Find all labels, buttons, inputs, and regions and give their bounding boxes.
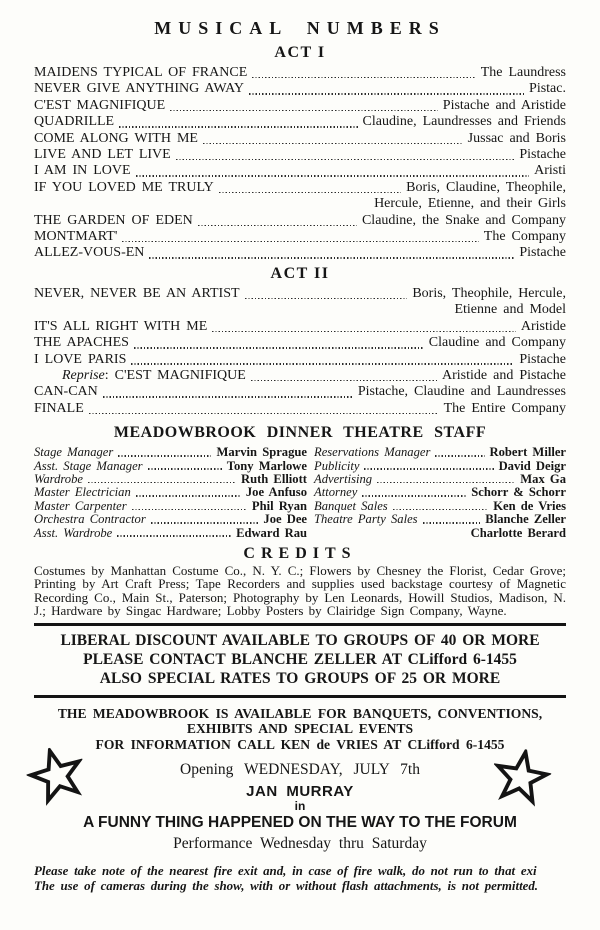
fire-exit-notice (34, 864, 566, 893)
song-row (34, 213, 566, 229)
song-row (34, 229, 566, 245)
dotted-leader (176, 147, 515, 163)
dotted-leader (170, 98, 438, 114)
banquet-line-1: THE MEADOWBROOK IS AVAILABLE FOR BANQUETS, CONVENTIONS, (57, 705, 543, 721)
staff-role: Theatre Party Sales (314, 512, 418, 527)
credits-paragraph: Costumes by Manhattan Costume Co., N. Y. C.; Flowers by Chesney the Florist, Cedar Grove; Printing by Art Craft Press; Tape Recorders and supplies used backstage courtesy of Magnetic Recording Co., Main St., Paterson; Photography by Len Leonards, Howill Studios, Madison, N. J.; Hardware by Singac Hardware; Lobby Posters by Clairidge Sign Company, Wayne. (34, 562, 566, 618)
staff-role: Stage Manager (34, 445, 114, 460)
song-title: CAN-CAN (34, 384, 98, 400)
song-row (34, 163, 566, 179)
banquet-line-3: FOR INFORMATION CALL KEN de VRIES AT CLifford 6-1455 (95, 736, 505, 752)
song-performer: Boris, Claudine, Theophile, (406, 179, 566, 195)
staff-role: Asst. Stage Manager (34, 458, 143, 473)
staff-column-right (314, 446, 566, 540)
staff-list (34, 446, 566, 540)
act1-heading: ACT I (274, 44, 326, 61)
dotted-leader (364, 460, 493, 473)
song-performer: Pistache (519, 351, 566, 367)
staff-role: Orchestra Contractor (34, 512, 146, 527)
banquet-line-2: EXHIBITS AND SPECIAL EVENTS (186, 721, 414, 737)
song-row (34, 65, 566, 81)
staff-row (34, 446, 307, 459)
staff-row (34, 473, 307, 486)
staff-row (314, 460, 566, 473)
song-performer: Pistache and Aristide (442, 97, 566, 113)
dotted-leader (377, 473, 515, 486)
staff-name: Robert Miller (489, 445, 566, 460)
song-performer-continuation: Etienne and Model (454, 302, 566, 318)
dotted-leader (219, 180, 401, 196)
reprise-label: Reprise (62, 367, 105, 383)
song-row (34, 319, 566, 335)
staff-row (34, 500, 307, 513)
song-performer: Pistache (519, 147, 566, 163)
song-row (34, 81, 566, 97)
dotted-leader (252, 65, 475, 81)
dotted-leader (249, 81, 524, 97)
song-title: NEVER, NEVER BE AN ARTIST (34, 285, 240, 301)
song-title: : C'EST MAGNIFIQUE (104, 367, 246, 383)
song-title: IT'S ALL RIGHT WITH ME (34, 318, 208, 334)
dotted-leader (393, 500, 489, 513)
song-performer: Claudine, Laundresses and Friends (362, 114, 566, 130)
staff-name: Joe Anfuso (245, 485, 307, 500)
opening-date-line: Opening WEDNESDAY, JULY 7th (180, 761, 420, 779)
staff-row (314, 513, 566, 526)
performance-schedule: Performance Wednesday thru Saturday (173, 835, 427, 853)
song-performer: Aristi (534, 163, 566, 179)
song-row (34, 131, 566, 147)
dotted-leader (151, 513, 259, 526)
staff-role: Publicity (314, 458, 360, 473)
act2-heading: ACT II (270, 264, 330, 282)
discount-line-1: LIBERAL DISCOUNT AVAILABLE TO GROUPS OF 40 OR MORE (60, 632, 540, 650)
performer-name: JAN MURRAY (246, 783, 354, 801)
staff-role: Master Electrician (34, 485, 131, 500)
dotted-leader (198, 213, 357, 229)
dotted-leader (88, 473, 236, 486)
discount-line-3: ALSO SPECIAL RATES TO GROUPS OF 25 OR MORE (99, 669, 501, 687)
song-title: THE APACHES (34, 335, 129, 351)
song-row (34, 245, 566, 261)
song-row (34, 147, 566, 163)
staff-role: Asst. Wardrobe (34, 525, 113, 540)
staff-name: Blanche Zeller (485, 512, 566, 527)
staff-name: Phil Ryan (251, 498, 307, 513)
in-word: in (294, 799, 306, 814)
staff-role: Advertising (314, 471, 373, 486)
dotted-leader (117, 527, 231, 540)
dotted-leader (251, 368, 437, 384)
staff-row (314, 473, 566, 486)
song-row (34, 114, 566, 130)
song-title: I AM IN LOVE (34, 163, 131, 179)
staff-row (34, 527, 307, 540)
staff-row (314, 446, 566, 459)
staff-name: Schorr & Schorr (471, 485, 566, 500)
dotted-leader (203, 131, 463, 147)
dotted-leader (134, 335, 424, 351)
song-title: I LOVE PARIS (34, 351, 127, 367)
staff-row (34, 513, 307, 526)
dotted-leader (132, 500, 247, 513)
song-performer: Jussac and Boris (467, 130, 566, 146)
staff-row (34, 460, 307, 473)
act2-song-list (34, 286, 566, 417)
dotted-leader (122, 229, 478, 245)
staff-heading: MEADOWBROOK DINNER THEATRE STAFF (113, 424, 487, 442)
song-performer: The Laundress (480, 65, 566, 80)
dotted-leader (423, 513, 481, 526)
staff-name: Charlotte Berard (470, 525, 566, 540)
dotted-leader (435, 446, 484, 459)
act1-song-list (34, 65, 566, 262)
song-performer: Pistache, Claudine and Laundresses (357, 384, 566, 400)
song-title: THE GARDEN OF EDEN (34, 212, 193, 228)
staff-name: Joe Dee (263, 512, 307, 527)
staff-name: Ken de Vries (493, 498, 566, 513)
star-icon-right (487, 744, 554, 811)
staff-role: Wardrobe (34, 471, 83, 486)
song-row (34, 335, 566, 351)
song-row (34, 352, 566, 368)
staff-name: Edward Rau (236, 525, 307, 540)
song-row (34, 384, 566, 400)
dotted-leader (148, 460, 222, 473)
staff-row (314, 527, 566, 540)
staff-row (314, 500, 566, 513)
song-title: COME ALONG WITH ME (34, 130, 198, 146)
credits-heading: CREDITS (243, 544, 357, 562)
dotted-leader (245, 286, 408, 302)
camera-notice-line: The use of cameras during the show, with or without flash attachments, is not permitted. (34, 879, 539, 894)
staff-role: Master Carpenter (34, 498, 127, 513)
staff-role: Banquet Sales (314, 498, 388, 513)
song-row (34, 180, 566, 196)
song-title: IF YOU LOVED ME TRULY (34, 179, 214, 195)
staff-column-left (34, 446, 307, 540)
song-performer: The Entire Company (443, 400, 566, 416)
dotted-leader (136, 163, 530, 179)
dotted-leader (119, 114, 357, 130)
song-row (34, 401, 566, 417)
staff-row (34, 486, 307, 499)
page-title: MUSICAL NUMBERS (154, 18, 446, 38)
song-performer: The Company (483, 229, 566, 245)
dotted-leader (149, 245, 514, 261)
dotted-leader (212, 319, 516, 335)
staff-name: Tony Marlowe (226, 458, 307, 473)
song-performer: Aristide and Pistache (442, 367, 566, 383)
song-performer: Pistache (519, 245, 566, 261)
song-performer: Claudine, the Snake and Company (361, 212, 566, 228)
song-row (34, 98, 566, 114)
song-title: FINALE (34, 400, 84, 416)
song-title: MAIDENS TYPICAL OF FRANCE (34, 65, 248, 80)
staff-name: Ruth Elliott (240, 471, 307, 486)
song-row (34, 286, 566, 302)
staff-role: Reservations Manager (314, 445, 431, 460)
staff-role: Attorney (314, 485, 358, 500)
staff-name: David Deigr (498, 458, 566, 473)
dotted-leader (131, 352, 514, 368)
song-title: C'EST MAGNIFIQUE (34, 97, 166, 113)
dotted-leader (136, 486, 241, 499)
song-title: ALLEZ-VOUS-EN (34, 245, 145, 261)
dotted-leader (362, 486, 466, 499)
song-row-reprise (34, 368, 566, 384)
discount-line-2: PLEASE CONTACT BLANCHE ZELLER AT CLifford 6-1455 (83, 650, 517, 668)
dotted-leader (89, 401, 439, 417)
staff-name: Marvin Sprague (216, 445, 307, 460)
group-discount-banner (34, 623, 566, 697)
song-performer: Aristide (520, 318, 566, 334)
fire-exit-line: Please take note of the nearest fire exit and, in case of fire walk, do not run to that exi (34, 864, 537, 879)
song-title: NEVER GIVE ANYTHING AWAY (34, 81, 245, 97)
song-performer: Boris, Theophile, Hercule, (412, 285, 566, 301)
banquet-notice (34, 706, 566, 753)
staff-name: Max Ga (520, 471, 566, 486)
song-title: MONTMART' (34, 229, 118, 245)
song-title: QUADRILLE (34, 114, 115, 130)
song-performer-continuation: Hercule, Etienne, and their Girls (374, 196, 566, 212)
song-performer: Pistac. (529, 81, 566, 97)
song-title: LIVE AND LET LIVE (34, 147, 171, 163)
dotted-leader (118, 446, 211, 459)
dotted-leader (103, 384, 353, 400)
upcoming-show-title: A FUNNY THING HAPPENED ON THE WAY TO THE FORUM (83, 814, 517, 832)
song-performer: Claudine and Company (428, 335, 566, 351)
staff-row (314, 486, 566, 499)
